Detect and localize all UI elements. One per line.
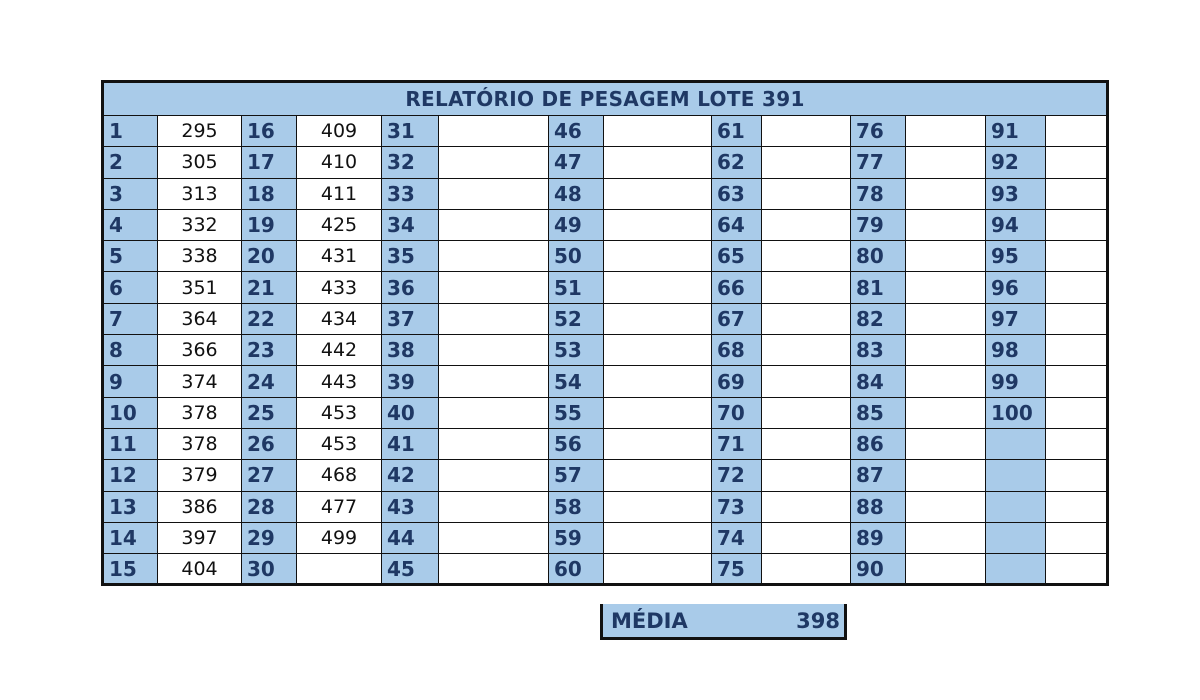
weight-value [1046, 366, 1108, 397]
weight-value [439, 366, 549, 397]
weight-value [762, 241, 851, 272]
animal-number: 54 [549, 366, 604, 397]
animal-number: 21 [242, 272, 297, 303]
animal-number: 53 [549, 335, 604, 366]
weight-value [604, 209, 712, 240]
weight-value [604, 397, 712, 428]
report-title: RELATÓRIO DE PESAGEM LOTE 391 [103, 82, 1108, 116]
animal-number: 67 [712, 303, 762, 334]
weight-value [439, 116, 549, 147]
weight-value: 386 [158, 491, 242, 522]
animal-number: 50 [549, 241, 604, 272]
animal-number: 51 [549, 272, 604, 303]
animal-number: 22 [242, 303, 297, 334]
weight-value [439, 335, 549, 366]
animal-number: 14 [103, 522, 158, 553]
weight-value: 338 [158, 241, 242, 272]
weight-value [906, 178, 986, 209]
animal-number: 87 [851, 460, 906, 491]
animal-number: 4 [103, 209, 158, 240]
animal-number: 76 [851, 116, 906, 147]
animal-number: 43 [382, 491, 439, 522]
animal-number: 9 [103, 366, 158, 397]
animal-number [986, 522, 1046, 553]
animal-number [986, 554, 1046, 585]
animal-number: 97 [986, 303, 1046, 334]
animal-number: 78 [851, 178, 906, 209]
animal-number: 37 [382, 303, 439, 334]
animal-number: 70 [712, 397, 762, 428]
animal-number: 30 [242, 554, 297, 585]
animal-number: 96 [986, 272, 1046, 303]
animal-number: 5 [103, 241, 158, 272]
table-row [103, 554, 1108, 585]
animal-number: 98 [986, 335, 1046, 366]
animal-number: 28 [242, 491, 297, 522]
weight-value [604, 522, 712, 553]
animal-number: 26 [242, 428, 297, 459]
weight-value: 410 [297, 147, 382, 178]
weight-value [762, 397, 851, 428]
animal-number: 80 [851, 241, 906, 272]
weight-value [1046, 491, 1108, 522]
table-row [103, 303, 1108, 334]
animal-number: 16 [242, 116, 297, 147]
animal-number: 13 [103, 491, 158, 522]
animal-number: 64 [712, 209, 762, 240]
weight-value [439, 460, 549, 491]
animal-number: 12 [103, 460, 158, 491]
weight-value [604, 178, 712, 209]
weight-value: 366 [158, 335, 242, 366]
table-row [103, 178, 1108, 209]
animal-number: 73 [712, 491, 762, 522]
table-row [103, 397, 1108, 428]
weight-value [1046, 303, 1108, 334]
weight-value [604, 366, 712, 397]
animal-number: 95 [986, 241, 1046, 272]
animal-number: 38 [382, 335, 439, 366]
table-row [103, 522, 1108, 553]
table-row [103, 209, 1108, 240]
animal-number: 83 [851, 335, 906, 366]
weight-value: 433 [297, 272, 382, 303]
animal-number [986, 460, 1046, 491]
animal-number: 15 [103, 554, 158, 585]
weight-value: 379 [158, 460, 242, 491]
animal-number: 89 [851, 522, 906, 553]
animal-number: 55 [549, 397, 604, 428]
animal-number: 19 [242, 209, 297, 240]
animal-number: 69 [712, 366, 762, 397]
weight-value: 434 [297, 303, 382, 334]
weight-value [762, 522, 851, 553]
weight-value [906, 460, 986, 491]
weight-value: 468 [297, 460, 382, 491]
weight-value [1046, 460, 1108, 491]
animal-number: 94 [986, 209, 1046, 240]
animal-number: 3 [103, 178, 158, 209]
animal-number: 32 [382, 147, 439, 178]
weight-value: 305 [158, 147, 242, 178]
animal-number: 27 [242, 460, 297, 491]
animal-number [986, 428, 1046, 459]
weight-value: 499 [297, 522, 382, 553]
animal-number: 66 [712, 272, 762, 303]
weight-value: 351 [158, 272, 242, 303]
animal-number: 62 [712, 147, 762, 178]
weight-value [906, 554, 986, 585]
weight-value [297, 554, 382, 585]
weight-value [604, 335, 712, 366]
animal-number: 24 [242, 366, 297, 397]
table-row [103, 116, 1108, 147]
weight-value [906, 397, 986, 428]
animal-number: 47 [549, 147, 604, 178]
weight-value [762, 147, 851, 178]
weight-value [906, 116, 986, 147]
animal-number: 25 [242, 397, 297, 428]
animal-number: 48 [549, 178, 604, 209]
animal-number: 57 [549, 460, 604, 491]
animal-number: 71 [712, 428, 762, 459]
animal-number: 81 [851, 272, 906, 303]
animal-number: 40 [382, 397, 439, 428]
weight-value [1046, 335, 1108, 366]
weight-value [762, 428, 851, 459]
weight-value: 409 [297, 116, 382, 147]
animal-number: 7 [103, 303, 158, 334]
animal-number: 31 [382, 116, 439, 147]
weight-value [762, 366, 851, 397]
weight-value [1046, 116, 1108, 147]
weight-value [906, 522, 986, 553]
animal-number: 79 [851, 209, 906, 240]
animal-number: 46 [549, 116, 604, 147]
weight-value [604, 303, 712, 334]
animal-number: 17 [242, 147, 297, 178]
animal-number: 65 [712, 241, 762, 272]
weight-value: 425 [297, 209, 382, 240]
weight-value [906, 491, 986, 522]
animal-number: 34 [382, 209, 439, 240]
table-row [103, 366, 1108, 397]
animal-number: 68 [712, 335, 762, 366]
animal-number: 18 [242, 178, 297, 209]
weight-value: 374 [158, 366, 242, 397]
weight-value [762, 178, 851, 209]
animal-number: 92 [986, 147, 1046, 178]
weight-value [906, 366, 986, 397]
animal-number: 84 [851, 366, 906, 397]
animal-number: 58 [549, 491, 604, 522]
weight-value [604, 116, 712, 147]
animal-number: 72 [712, 460, 762, 491]
weight-value [906, 147, 986, 178]
weight-value: 411 [297, 178, 382, 209]
weight-value [762, 272, 851, 303]
weight-value [604, 554, 712, 585]
weight-value: 442 [297, 335, 382, 366]
weight-value [439, 397, 549, 428]
table-row [103, 491, 1108, 522]
weight-value [762, 116, 851, 147]
average-value: 398 [796, 608, 840, 633]
animal-number: 42 [382, 460, 439, 491]
animal-number: 2 [103, 147, 158, 178]
animal-number: 59 [549, 522, 604, 553]
weight-value [1046, 272, 1108, 303]
weight-value: 295 [158, 116, 242, 147]
weight-value [762, 554, 851, 585]
weight-value [439, 147, 549, 178]
weight-value [439, 554, 549, 585]
table-row [103, 272, 1108, 303]
weight-value [604, 147, 712, 178]
animal-number: 90 [851, 554, 906, 585]
weight-value [906, 209, 986, 240]
animal-number: 99 [986, 366, 1046, 397]
animal-number: 75 [712, 554, 762, 585]
weight-value [439, 209, 549, 240]
animal-number: 45 [382, 554, 439, 585]
weight-value: 313 [158, 178, 242, 209]
weight-value [906, 303, 986, 334]
animal-number: 39 [382, 366, 439, 397]
table-row [103, 428, 1108, 459]
weighing-report-table [101, 80, 1109, 586]
weight-value [906, 272, 986, 303]
weight-value: 453 [297, 397, 382, 428]
weight-value [439, 241, 549, 272]
animal-number: 29 [242, 522, 297, 553]
weight-value: 443 [297, 366, 382, 397]
animal-number: 82 [851, 303, 906, 334]
animal-number: 1 [103, 116, 158, 147]
animal-number: 35 [382, 241, 439, 272]
weight-value [604, 460, 712, 491]
weight-value [604, 241, 712, 272]
weight-value [1046, 522, 1108, 553]
animal-number: 20 [242, 241, 297, 272]
animal-number: 61 [712, 116, 762, 147]
weight-value [439, 522, 549, 553]
weight-value: 431 [297, 241, 382, 272]
average-box [600, 604, 847, 640]
animal-number: 77 [851, 147, 906, 178]
weight-value: 477 [297, 491, 382, 522]
weight-value: 453 [297, 428, 382, 459]
weight-value [1046, 178, 1108, 209]
animal-number: 86 [851, 428, 906, 459]
weight-value [439, 178, 549, 209]
weight-value [1046, 241, 1108, 272]
weight-value [439, 428, 549, 459]
animal-number: 56 [549, 428, 604, 459]
weight-value [1046, 428, 1108, 459]
weight-value [1046, 147, 1108, 178]
animal-number: 93 [986, 178, 1046, 209]
animal-number [986, 491, 1046, 522]
weight-value [906, 241, 986, 272]
weight-value: 364 [158, 303, 242, 334]
weight-value: 378 [158, 428, 242, 459]
weight-value [762, 335, 851, 366]
weight-value: 404 [158, 554, 242, 585]
weight-value [762, 491, 851, 522]
animal-number: 23 [242, 335, 297, 366]
animal-number: 88 [851, 491, 906, 522]
weight-value [762, 303, 851, 334]
weight-value [762, 460, 851, 491]
table-row [103, 335, 1108, 366]
weight-value [1046, 397, 1108, 428]
animal-number: 6 [103, 272, 158, 303]
weight-value [906, 428, 986, 459]
animal-number: 41 [382, 428, 439, 459]
animal-number: 33 [382, 178, 439, 209]
average-label: MÉDIA [611, 608, 688, 633]
weight-value [1046, 554, 1108, 585]
animal-number: 8 [103, 335, 158, 366]
report-body [103, 116, 1108, 585]
animal-number: 63 [712, 178, 762, 209]
animal-number: 49 [549, 209, 604, 240]
weight-value [604, 491, 712, 522]
animal-number: 91 [986, 116, 1046, 147]
weight-value [439, 303, 549, 334]
animal-number: 52 [549, 303, 604, 334]
weight-value [439, 491, 549, 522]
weight-value [604, 428, 712, 459]
animal-number: 11 [103, 428, 158, 459]
table-row [103, 147, 1108, 178]
animal-number: 60 [549, 554, 604, 585]
table-row [103, 460, 1108, 491]
animal-number: 36 [382, 272, 439, 303]
animal-number: 85 [851, 397, 906, 428]
weight-value: 332 [158, 209, 242, 240]
animal-number: 10 [103, 397, 158, 428]
table-row [103, 241, 1108, 272]
weight-value [1046, 209, 1108, 240]
weight-value [906, 335, 986, 366]
weight-value: 378 [158, 397, 242, 428]
weight-value: 397 [158, 522, 242, 553]
weight-value [604, 272, 712, 303]
animal-number: 100 [986, 397, 1046, 428]
weight-value [439, 272, 549, 303]
weight-value [762, 209, 851, 240]
animal-number: 44 [382, 522, 439, 553]
animal-number: 74 [712, 522, 762, 553]
